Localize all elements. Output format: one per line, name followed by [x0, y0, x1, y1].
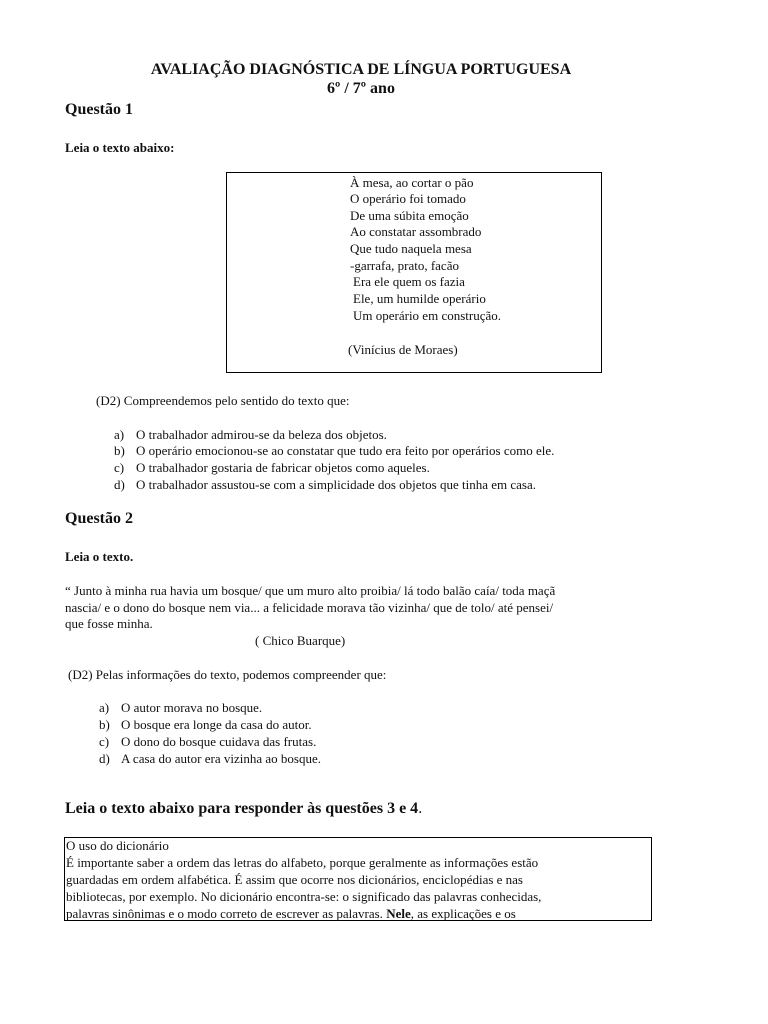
- option-letter: a): [114, 427, 125, 442]
- option-letter: a): [99, 700, 110, 715]
- option-text: O trabalhador gostaria de fabricar objetos como aqueles.: [136, 460, 430, 475]
- question-1-option-b: [114, 443, 554, 459]
- dictionary-text-line: guardadas em ordem alfabética. É assim que ocorre nos dicionários, enciclopédias e nas: [66, 872, 523, 887]
- option-letter: b): [114, 443, 125, 458]
- question-1-prompt: (D2) Compreendemos pelo sentido do texto que:: [96, 393, 350, 408]
- dictionary-text-line: bibliotecas, por exemplo. No dicionário encontra-se: o significado das palavras conhecidas,: [66, 889, 542, 904]
- poem-line: Ele, um humilde operário: [353, 291, 486, 306]
- question-1-option-c: [114, 460, 430, 476]
- option-text: O trabalhador assustou-se com a simplicidade dos objetos que tinha em casa.: [136, 477, 537, 492]
- question-1-instruction: Leia o texto abaixo:: [65, 140, 175, 155]
- question-1-heading: Questão 1: [65, 101, 133, 118]
- option-letter: d): [99, 751, 110, 766]
- question-2-option-a: [99, 700, 262, 716]
- dictionary-text-line-last: [66, 905, 516, 922]
- question-2-author: ( Chico Buarque): [255, 633, 346, 648]
- dictionary-text-line: É importante saber a ordem das letras do alfabeto, porque geralmente as informações estão: [66, 855, 539, 870]
- option-letter: b): [99, 717, 110, 732]
- poem-line: Que tudo naquela mesa: [350, 241, 472, 256]
- poem-line: O operário foi tomado: [350, 191, 466, 206]
- option-text: O dono do bosque cuidava das frutas.: [121, 734, 317, 749]
- option-letter: d): [114, 477, 125, 492]
- option-letter: c): [99, 734, 110, 749]
- questions-3-4-heading-end: .: [418, 800, 423, 817]
- option-text: O autor morava no bosque.: [121, 700, 263, 715]
- question-2-option-b: [99, 717, 312, 733]
- question-2-text-line: nascia/ e o dono do bosque nem via... a felicidade morava tão vizinha/ que de tolo/ até pensei/: [65, 600, 554, 615]
- option-text: O trabalhador admirou-se da beleza dos objetos.: [136, 427, 387, 442]
- dictionary-text-segment: palavras sinônimas e o modo correto de escrever as palavras.: [66, 906, 387, 921]
- poem-line: -garrafa, prato, facão: [350, 258, 459, 273]
- question-1-option-a: [114, 427, 387, 443]
- poem-line: Era ele quem os fazia: [353, 274, 465, 289]
- option-text: A casa do autor era vizinha ao bosque.: [121, 751, 321, 766]
- poem-line: De uma súbita emoção: [350, 208, 469, 223]
- option-text: O bosque era longe da casa do autor.: [121, 717, 312, 732]
- dictionary-bold-word: Nele: [386, 906, 411, 921]
- question-2-instruction: Leia o texto.: [65, 549, 134, 564]
- dictionary-box-title: O uso do dicionário: [66, 838, 169, 853]
- poem-line: Um operário em construção.: [353, 308, 502, 323]
- question-2-text-line: que fosse minha.: [65, 616, 153, 631]
- question-2-heading: Questão 2: [65, 510, 133, 527]
- dictionary-text-segment: , as explicações e os: [410, 906, 516, 921]
- option-text: O operário emocionou-se ao constatar que tudo era feito por operários como ele.: [136, 443, 555, 458]
- question-2-option-d: [99, 751, 321, 767]
- question-2-text-line: “ Junto à minha rua havia um bosque/ que um muro alto proibia/ lá todo balão caía/ toda maçã: [65, 583, 556, 598]
- question-2-prompt: (D2) Pelas informações do texto, podemos compreender que:: [68, 667, 387, 682]
- questions-3-4-heading: [65, 800, 422, 818]
- question-1-option-d: [114, 477, 536, 493]
- question-2-option-c: [99, 734, 316, 750]
- grade-subtitle: 6º / 7º ano: [327, 80, 395, 97]
- poem-line: À mesa, ao cortar o pão: [350, 175, 474, 190]
- poem-line: Ao constatar assombrado: [350, 224, 482, 239]
- poem-author: (Vinícius de Moraes): [348, 342, 458, 357]
- option-letter: c): [114, 460, 125, 475]
- page-title: AVALIAÇÃO DIAGNÓSTICA DE LÍNGUA PORTUGUESA: [150, 61, 572, 78]
- questions-3-4-heading-text: Leia o texto abaixo para responder às questões 3 e 4: [65, 800, 419, 817]
